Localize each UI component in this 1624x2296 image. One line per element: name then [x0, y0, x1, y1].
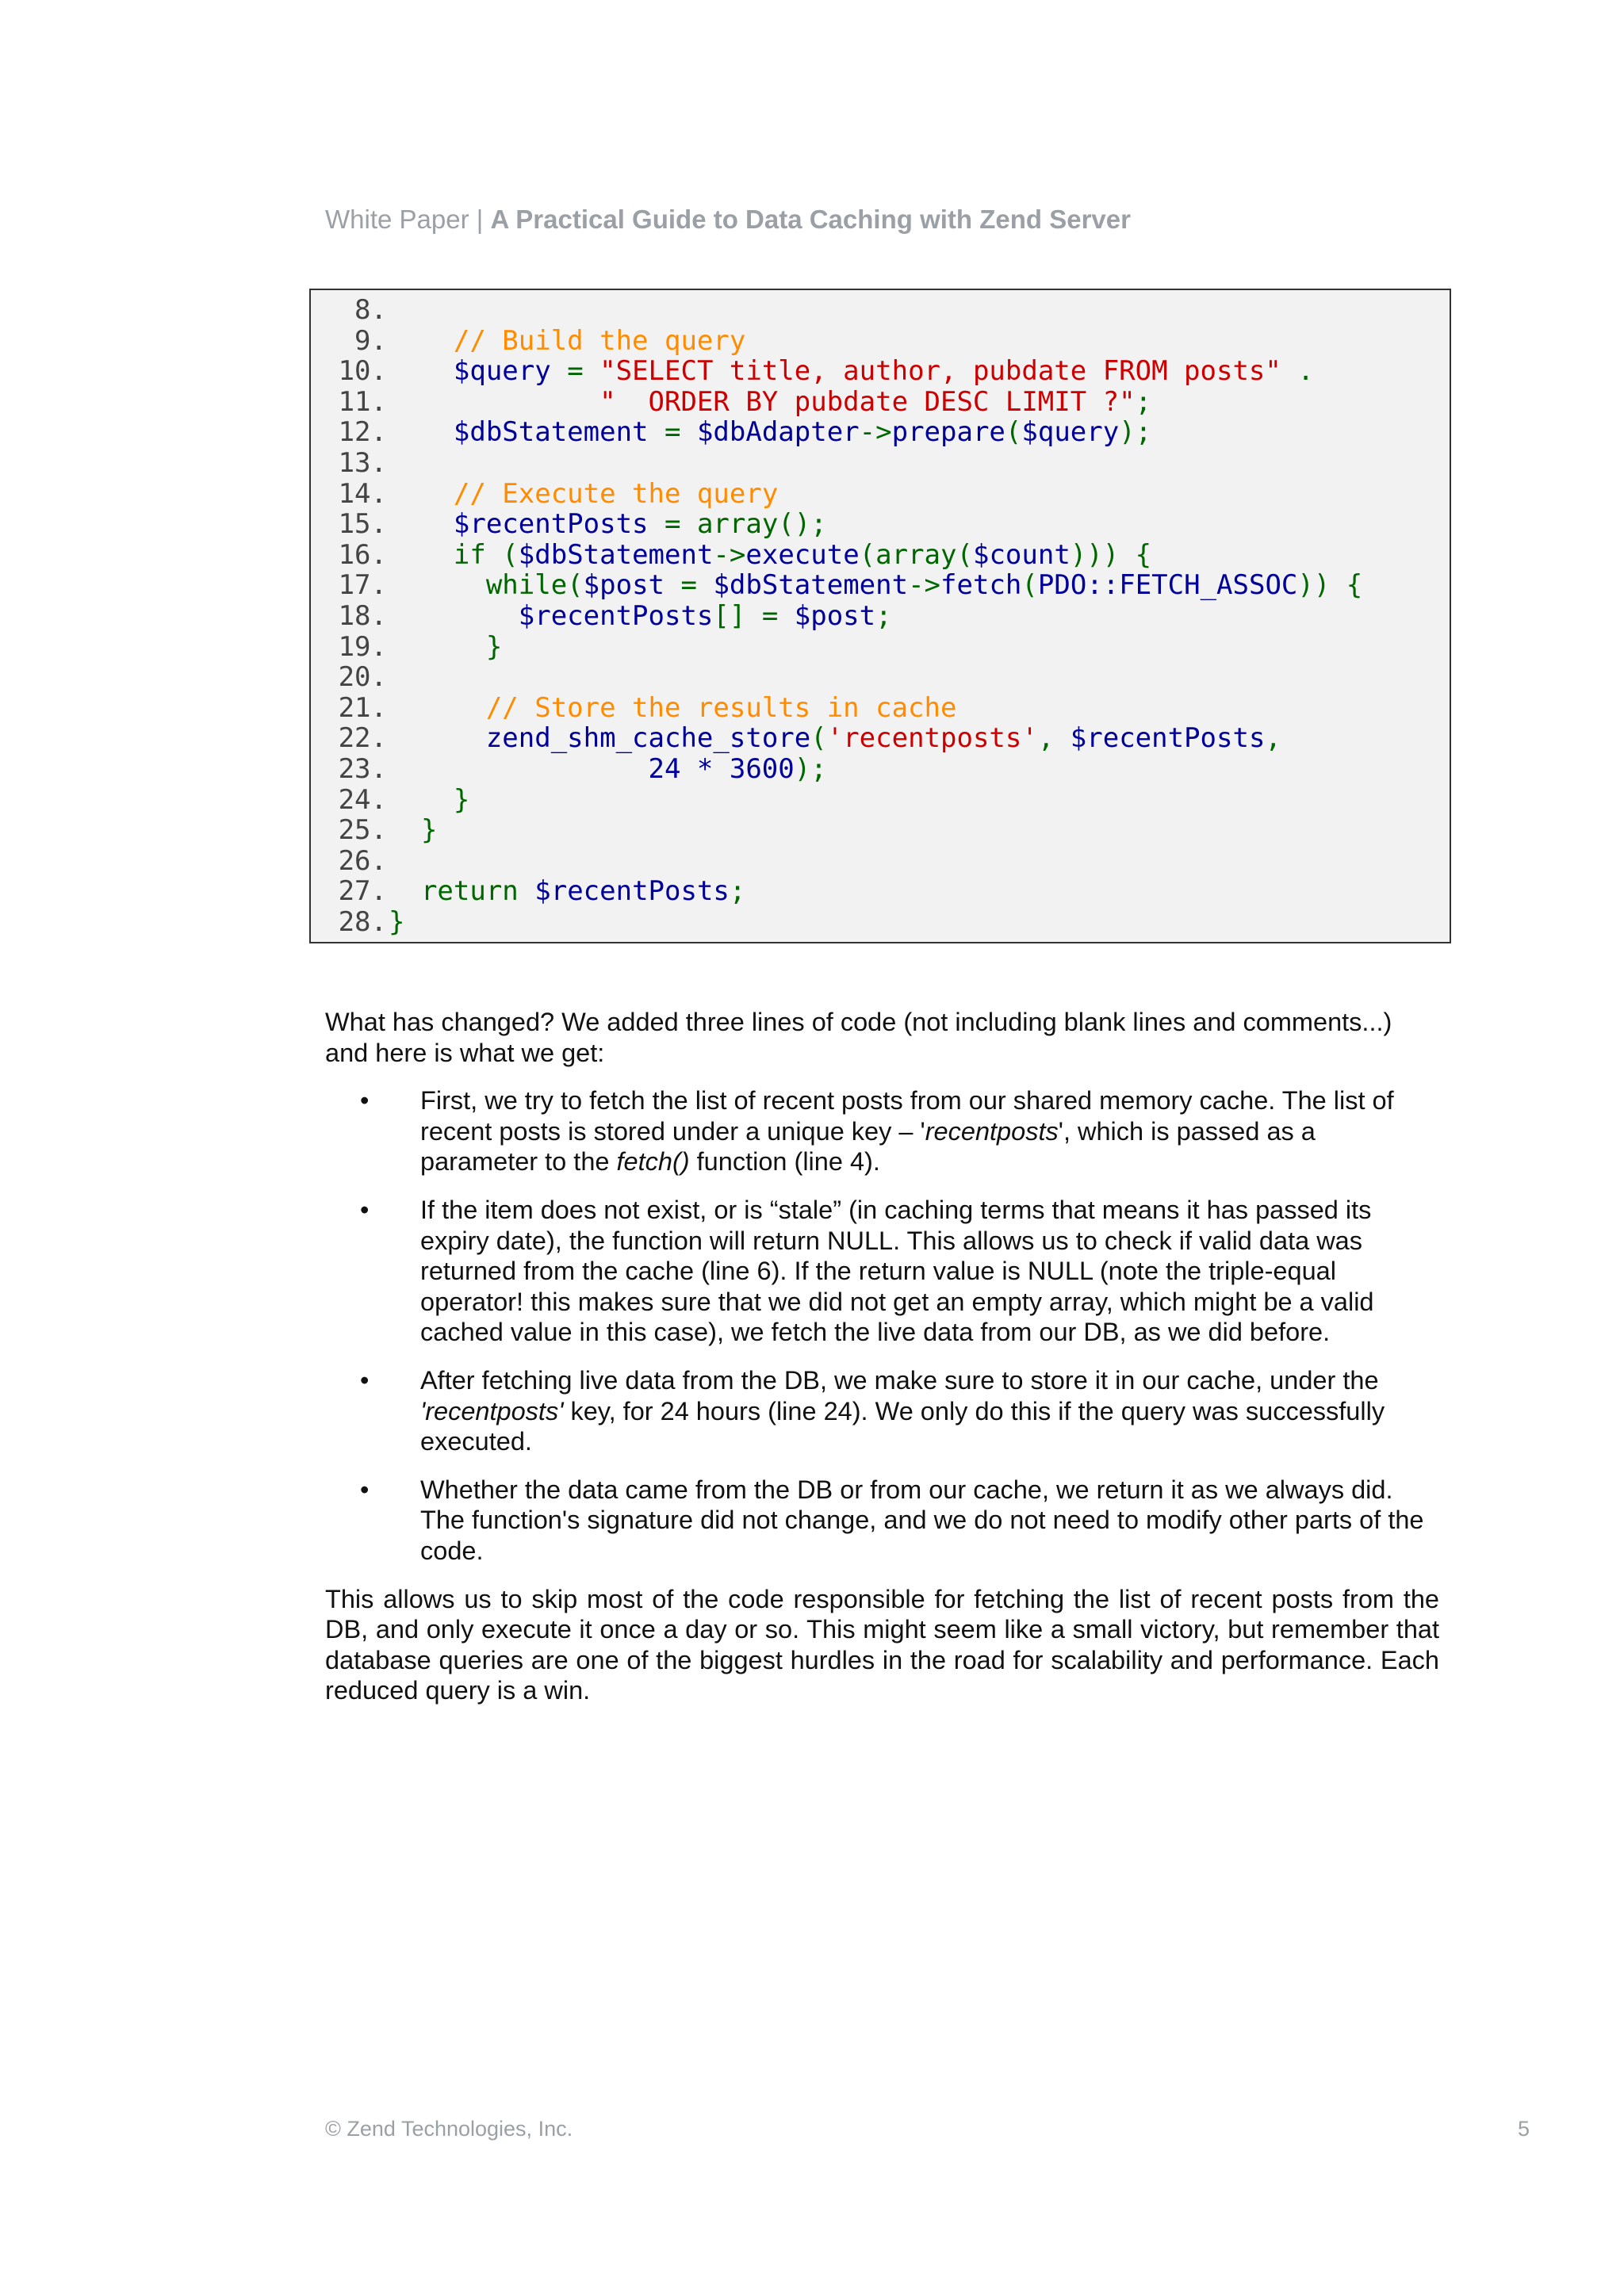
- code-token: execute: [745, 538, 860, 571]
- line-number: 20.: [338, 661, 387, 694]
- code-token: .: [1281, 355, 1314, 388]
- line-number: 13.: [338, 446, 387, 479]
- line-number: 25.: [338, 814, 387, 847]
- line-number: 21.: [338, 691, 387, 724]
- code-line: [325, 693, 1450, 724]
- line-number: 22.: [338, 722, 387, 755]
- code-token: );: [794, 752, 827, 785]
- code-token: ;: [1135, 385, 1152, 418]
- header-prefix: White Paper |: [325, 205, 491, 234]
- code-token: $post: [583, 569, 665, 602]
- bullet-icon: •: [360, 1365, 370, 1395]
- code-token: $recentPosts: [1070, 722, 1266, 755]
- code-token: [389, 753, 649, 785]
- code-line: [325, 295, 1450, 326]
- bullet-text: If the item does not exist, or is “stale” (in caching terms that means it has passed its expiry date), the function will return NULL. This allows us to check if valid data was returned from the cache (line 6). If the return value is NULL (note the triple-equal operator! this makes sure that we did not get an empty array, which might be a valid cached value in this case), we fetch the live data from our DB, as we did before.: [420, 1195, 1374, 1347]
- code-token: =: [665, 569, 714, 602]
- code-token: "SELECT title, author, pubdate FROM posts": [599, 355, 1281, 388]
- code-line: [325, 326, 1450, 357]
- bullet-icon: •: [360, 1195, 370, 1224]
- code-line: [325, 356, 1450, 387]
- code-listing: [309, 289, 1451, 943]
- code-line: [325, 448, 1450, 479]
- code-token: [389, 355, 454, 387]
- line-number: 24.: [338, 783, 387, 816]
- list-item: [325, 1475, 1439, 1567]
- code-token: ->: [713, 538, 746, 571]
- code-line: [325, 815, 1450, 846]
- code-token: $dbStatement: [713, 569, 909, 602]
- code-token: [389, 539, 454, 571]
- bullet-text: 'recentposts': [420, 1396, 564, 1425]
- line-number: 10.: [338, 355, 387, 388]
- code-token: (: [1005, 416, 1022, 449]
- bullet-list: [325, 1085, 1439, 1566]
- code-token: [389, 814, 421, 846]
- code-line: [325, 785, 1450, 816]
- document-title: A Practical Guide to Data Caching with Zend Server: [490, 205, 1131, 234]
- code-token: zend_shm_cache_store: [485, 722, 811, 755]
- bullet-text: fetch(): [616, 1147, 690, 1177]
- line-number: 11.: [338, 385, 387, 418]
- code-line: [325, 662, 1450, 693]
- code-token: 24 * 3600: [648, 752, 795, 785]
- line-number: 16.: [338, 538, 387, 571]
- code-token: (array(: [859, 538, 973, 571]
- code-token: =: [648, 416, 697, 449]
- closing-paragraph: This allows us to skip most of the code responsible for fetching the list of recent posts from the DB, and only execute it once a day or so. This might seem like a small victory, but remember that database queries are one of the biggest hurdles in the road for scalability and performance. Each reduced query is a win.: [325, 1584, 1439, 1705]
- code-token: ;: [875, 599, 892, 632]
- line-number: 14.: [338, 477, 387, 510]
- line-number: 27.: [338, 875, 387, 908]
- code-token: [389, 416, 454, 448]
- code-token: $dbStatement: [453, 416, 649, 449]
- code-token: [389, 508, 454, 540]
- code-line: [325, 907, 1450, 938]
- code-line: [325, 846, 1450, 877]
- code-token: ;: [729, 875, 746, 908]
- code-token: ->: [859, 416, 892, 449]
- code-token: $count: [972, 538, 1071, 571]
- code-token: ,: [1037, 722, 1071, 755]
- bullet-text: ', which is passed as a parameter to the: [420, 1116, 1316, 1177]
- code-token: }: [485, 630, 503, 663]
- list-item: [325, 1195, 1439, 1348]
- code-line: [325, 509, 1450, 540]
- bullet-text: key, for 24 hours (line 24). We only do this if the query was successfully executed.: [420, 1396, 1385, 1456]
- line-number: 18.: [338, 599, 387, 632]
- bullet-icon: •: [360, 1086, 370, 1115]
- code-token: if (: [453, 538, 519, 571]
- code-line: [325, 876, 1450, 907]
- code-token: ,: [1265, 722, 1281, 755]
- code-token: // Build the query: [453, 324, 746, 357]
- code-token: $recentPosts: [534, 875, 730, 908]
- bullet-icon: •: [360, 1475, 370, 1504]
- bullet-text: After fetching live data from the DB, we make sure to store it in our cache, under the: [420, 1365, 1379, 1395]
- code-token: $query: [1021, 416, 1120, 449]
- code-token: [] =: [713, 599, 795, 632]
- code-token: [389, 478, 454, 510]
- code-token: =: [550, 355, 600, 388]
- code-line: [325, 540, 1450, 571]
- list-item: [325, 1085, 1439, 1177]
- code-token: =: [648, 508, 697, 541]
- bullet-text: recentposts: [925, 1116, 1059, 1146]
- line-number: 9.: [338, 324, 387, 357]
- code-token: // Execute the query: [453, 477, 779, 510]
- page-number: 5: [1518, 2117, 1530, 2141]
- line-number: 17.: [338, 569, 387, 602]
- code-token: array();: [696, 508, 827, 541]
- code-token: [389, 600, 519, 632]
- code-token: return: [420, 875, 535, 908]
- code-token: $query: [453, 355, 551, 388]
- code-token: [389, 631, 486, 663]
- code-token: prepare: [891, 416, 1005, 449]
- code-token: // Store the results in cache: [485, 691, 957, 724]
- code-token: [389, 722, 486, 754]
- code-token: PDO::FETCH_ASSOC: [1037, 569, 1298, 602]
- bullet-text: Whether the data came from the DB or from our cache, we return it as we always did. The function's signature did not change, and we do not need to modify other parts of the code.: [420, 1475, 1424, 1565]
- footer-copyright: © Zend Technologies, Inc.: [325, 2117, 573, 2141]
- code-line: [325, 417, 1450, 448]
- code-token: }: [420, 814, 438, 847]
- code-token: fetch: [940, 569, 1022, 602]
- bullet-text: First, we try to fetch the list of recent posts from our shared memory cache. The list of recent posts is stored under a unique key – ': [420, 1086, 1394, 1146]
- list-item: [325, 1365, 1439, 1457]
- code-line: [325, 387, 1450, 418]
- code-token: $post: [794, 599, 876, 632]
- line-number: 26.: [338, 844, 387, 877]
- code-token: (: [810, 722, 827, 755]
- code-line: [325, 570, 1450, 601]
- code-line: [325, 754, 1450, 785]
- code-token: [389, 569, 486, 601]
- code-token: $recentPosts: [453, 508, 649, 541]
- code-token: )) {: [1297, 569, 1363, 602]
- code-line: [325, 632, 1450, 663]
- code-token: }: [389, 905, 405, 938]
- code-token: [389, 692, 486, 724]
- bullet-text: function (line 4).: [689, 1147, 880, 1177]
- code-token: );: [1119, 416, 1152, 449]
- code-token: 'recentposts': [826, 722, 1038, 755]
- code-token: [389, 875, 421, 907]
- line-number: 12.: [338, 416, 387, 449]
- code-token: while(: [485, 569, 584, 602]
- code-token: ))) {: [1070, 538, 1152, 571]
- code-token: $dbAdapter: [696, 416, 860, 449]
- code-line: [325, 723, 1450, 754]
- line-number: 23.: [338, 752, 387, 785]
- page-header: [325, 205, 1131, 235]
- code-token: (: [1021, 569, 1038, 602]
- line-number: 19.: [338, 630, 387, 663]
- code-token: $dbStatement: [518, 538, 714, 571]
- line-number: 15.: [338, 508, 387, 541]
- intro-paragraph: What has changed? We added three lines of code (not including blank lines and comments...) and here is what we get:: [325, 1008, 1392, 1067]
- code-token: [389, 325, 454, 357]
- code-token: }: [453, 783, 470, 816]
- code-token: $recentPosts: [518, 599, 714, 632]
- code-line: [325, 601, 1450, 632]
- line-number: 28.: [338, 905, 387, 938]
- code-token: ->: [908, 569, 941, 602]
- code-token: [389, 386, 599, 418]
- line-number: 8.: [338, 294, 387, 326]
- code-token: " ORDER BY pubdate DESC LIMIT ?": [599, 385, 1136, 418]
- body-text: [325, 1007, 1439, 1706]
- code-line: [325, 479, 1450, 510]
- code-token: [389, 784, 454, 816]
